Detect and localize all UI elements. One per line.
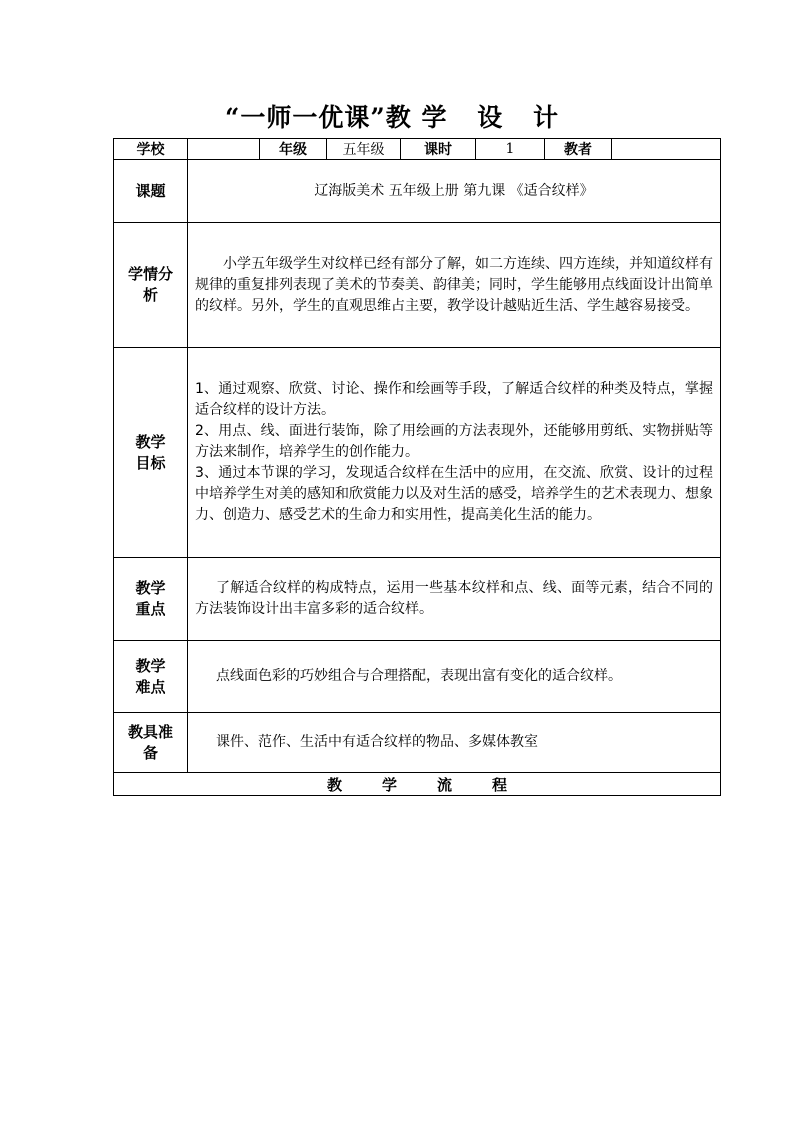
teaching-flow-heading: 教 学 流 程 (114, 773, 721, 796)
goals-label: 教学 目标 (114, 348, 188, 558)
materials-label: 教具准 备 (114, 713, 188, 773)
header-row (114, 139, 721, 160)
analysis-label: 学情分 析 (114, 223, 188, 348)
materials-content: 课件、范作、生活中有适合纹样的物品、多媒体教室 (188, 713, 721, 773)
difficulties-row (114, 641, 721, 713)
grade-label: 年级 (260, 139, 327, 160)
school-label: 学校 (114, 139, 188, 160)
difficulties-label: 教学 难点 (114, 641, 188, 713)
topic-row (114, 160, 721, 223)
analysis-row (114, 223, 721, 348)
goal-item: 3、通过本节课的学习，发现适合纹样在生活中的应用，在交流、欣赏、设计的过程中培养学生对美的感知和欣赏能力以及对生活的感受，培养学生的艺术表现力、想象力、创造力、感受艺术的生命力和实用性，提高美化生活的能力。 (195, 465, 713, 523)
topic-label: 课题 (114, 160, 188, 223)
goal-item: 1、通过观察、欣赏、讨论、操作和绘画等手段，了解适合纹样的种类及特点，掌握适合纹样的设计方法。 (195, 381, 713, 418)
goals-row (114, 348, 721, 558)
flow-row (114, 773, 721, 796)
period-label: 课时 (401, 139, 476, 160)
key-points-row (114, 558, 721, 641)
period-value: 1 (476, 139, 545, 160)
key-points-label: 教学 重点 (114, 558, 188, 641)
goal-item: 2、用点、线、面进行装饰，除了用绘画的方法表现外，还能够用剪纸、实物拼贴等方法来制作，培养学生的创作能力。 (195, 423, 713, 460)
school-value (188, 139, 260, 160)
analysis-content: 小学五年级学生对纹样已经有部分了解，如二方连续、四方连续，并知道纹样有规律的重复排列表现了美术的节奏美、韵律美；同时，学生能够用点线面设计出简单的纹样。另外，学生的直观思维占主要，教学设计越贴近生活、学生越容易接受。 (188, 223, 721, 348)
goals-content (188, 348, 721, 558)
page-title: “一师一优课”教 学 设 计 (225, 103, 569, 132)
key-points-content: 了解适合纹样的构成特点，运用一些基本纹样和点、线、面等元素，结合不同的方法装饰设计出丰富多彩的适合纹样。 (188, 558, 721, 641)
topic-content: 辽海版美术 五年级上册 第九课 《适合纹样》 (188, 160, 721, 223)
teacher-value (612, 139, 721, 160)
grade-value: 五年级 (327, 139, 401, 160)
lesson-plan-table (113, 138, 721, 796)
difficulties-content: 点线面色彩的巧妙组合与合理搭配，表现出富有变化的适合纹样。 (188, 641, 721, 713)
materials-row (114, 713, 721, 773)
teacher-label: 教者 (545, 139, 612, 160)
